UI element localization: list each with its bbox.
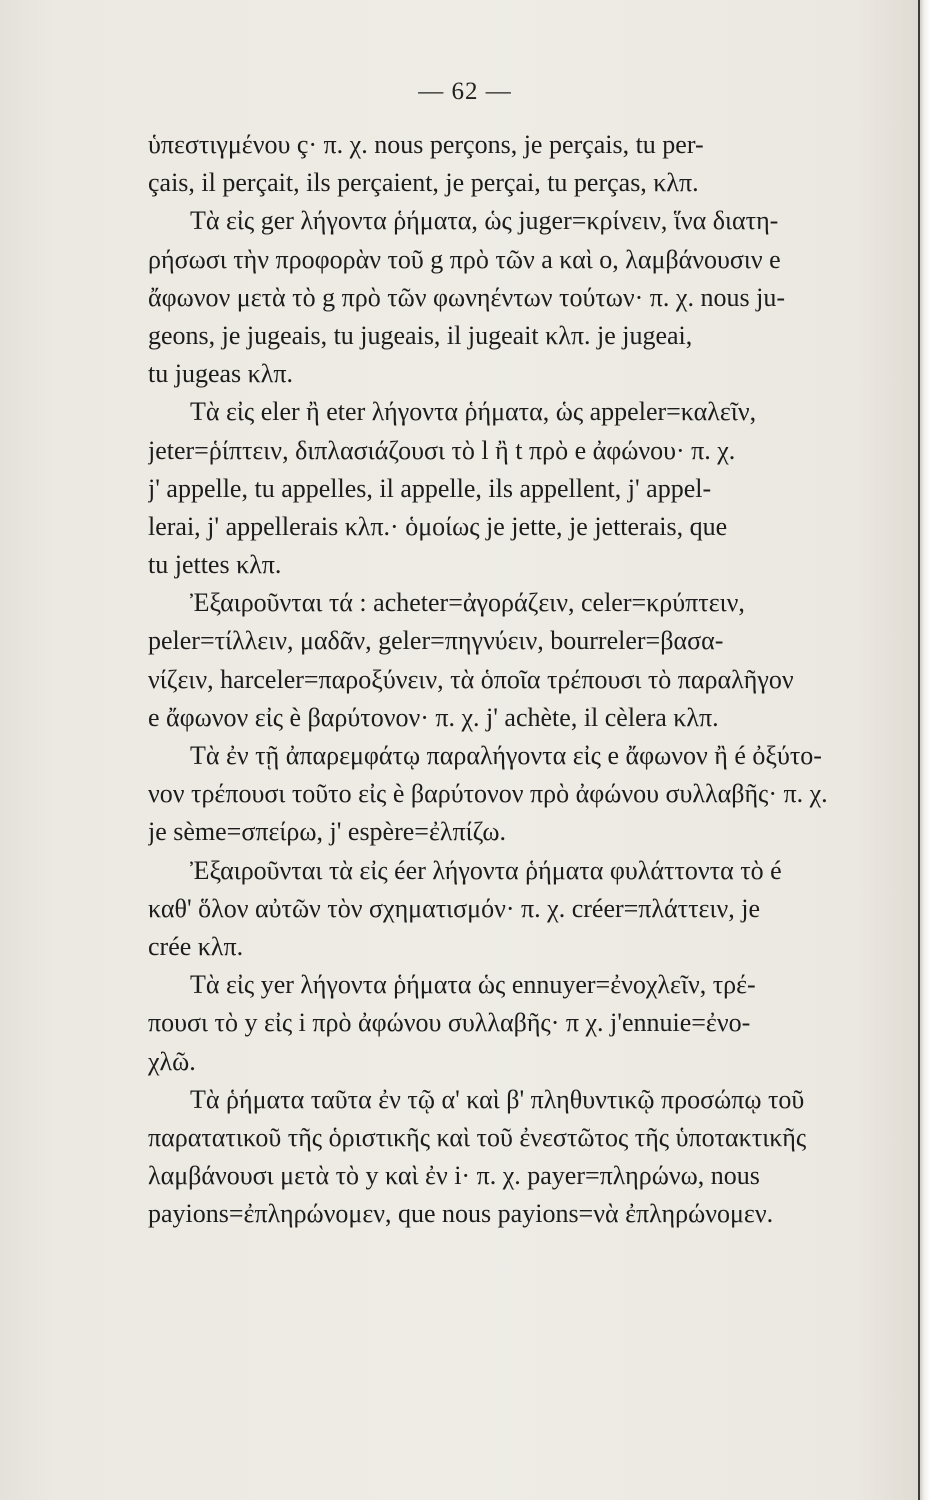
text-line: νίζειν, harceler=παροξύνειν, τὰ ὁποῖα τρέπουσι τὸ παραλῆγον bbox=[148, 664, 794, 694]
text-line: παρατατικοῦ τῆς ὁριστικῆς καὶ τοῦ ἐνεστῶτος τῆς ὑποτακτικῆς bbox=[148, 1122, 807, 1152]
text-line: çais, il perçait, ils perçaient, je perçai, tu perças, κλπ. bbox=[148, 168, 699, 198]
text-line: crée κλπ. bbox=[148, 931, 244, 961]
text-line: payions=ἐπληρώνομεν, que nous payions=νὰ ἐπληρώνομεν. bbox=[148, 1199, 774, 1229]
text-line: Τὰ εἰς yer λήγοντα ῥήματα ὡς ennuyer=ἐνοχλεῖν, τρέ- bbox=[190, 970, 756, 1000]
text-line: e ἄφωνον εἰς è βαρύτονον· π. χ. j' achète, il cèlera κλπ. bbox=[148, 702, 719, 732]
text-line: jeter=ῥίπτειν, διπλασιάζουσι τὸ l ἢ t πρὸ e ἀφώνου· π. χ. bbox=[148, 435, 736, 465]
page-edge bbox=[918, 0, 930, 1500]
text-line: Ἐξαιροῦνται τὰ εἰς éer λήγοντα ῥήματα φυλάττοντα τὸ é bbox=[190, 855, 782, 885]
text-line: καθ' ὅλον αὐτῶν τὸν σχηματισμόν· π. χ. créer=πλάττειν, je bbox=[148, 893, 760, 923]
text-line: lerai, j' appellerais κλπ.· ὁμοίως je jette, je jetterais, que bbox=[148, 511, 728, 541]
text-line: ρήσωσι τὴν προφορὰν τοῦ g πρὸ τῶν a καὶ o, λαμβάνουσιν e bbox=[148, 244, 781, 274]
text-line: peler=τίλλειν, μαδᾶν, geler=πηγνύειν, bourreler=βασα- bbox=[148, 626, 724, 656]
text-line: je sème=σπείρω, j' espère=ἐλπίζω. bbox=[148, 817, 507, 847]
text-line: tu jugeas κλπ. bbox=[148, 359, 293, 389]
text-line: Ἐξαιροῦνται τά : acheter=ἀγοράζειν, celer=κρύπτειν, bbox=[190, 588, 745, 618]
text-line: χλῶ. bbox=[148, 1046, 196, 1076]
page-number: — 62 — bbox=[418, 78, 512, 105]
text-line: ὑπεστιγμένου ç· π. χ. nous perçons, je perçais, tu per- bbox=[148, 130, 704, 159]
text-line: πουσι τὸ y εἰς i πρὸ ἀφώνου συλλαβῆς· π χ. j'ennuie=ἐνο- bbox=[148, 1008, 751, 1038]
text-line: λαμβάνουσι μετὰ τὸ y καὶ ἐν i· π. χ. payer=πληρώνω, nous bbox=[148, 1161, 760, 1191]
text-line: Τὰ εἰς eler ἢ eter λήγοντα ῥήματα, ὡς appeler=καλεῖν, bbox=[190, 397, 757, 427]
text-body bbox=[148, 126, 918, 1233]
text-line: j' appelle, tu appelles, il appelle, ils appellent, j' appel- bbox=[148, 473, 712, 503]
text-line: νον τρέπουσι τοῦτο εἰς è βαρύτονον πρὸ ἀφώνου συλλαβῆς· π. χ. bbox=[148, 779, 828, 809]
text-line: Τὰ εἰς ger λήγοντα ῥήματα, ὡς juger=κρίνειν, ἵνα διατη- bbox=[190, 206, 779, 236]
text-line: geons, je jugeais, tu jugeais, il jugeait κλπ. je jugeai, bbox=[148, 320, 693, 350]
text-line: ἄφωνον μετὰ τὸ g πρὸ τῶν φωνηέντων τούτων· π. χ. nous ju- bbox=[148, 282, 785, 312]
text-line: Τὰ ῥήματα ταῦτα ἐν τῷ α' καὶ β' πληθυντικῷ προσώπῳ τοῦ bbox=[190, 1084, 805, 1114]
text-line: Τὰ ἐν τῇ ἀπαρεμφάτῳ παραλήγοντα εἰς e ἄφωνον ἢ é ὀξύτο- bbox=[190, 741, 822, 770]
text-line: tu jettes κλπ. bbox=[148, 550, 282, 580]
